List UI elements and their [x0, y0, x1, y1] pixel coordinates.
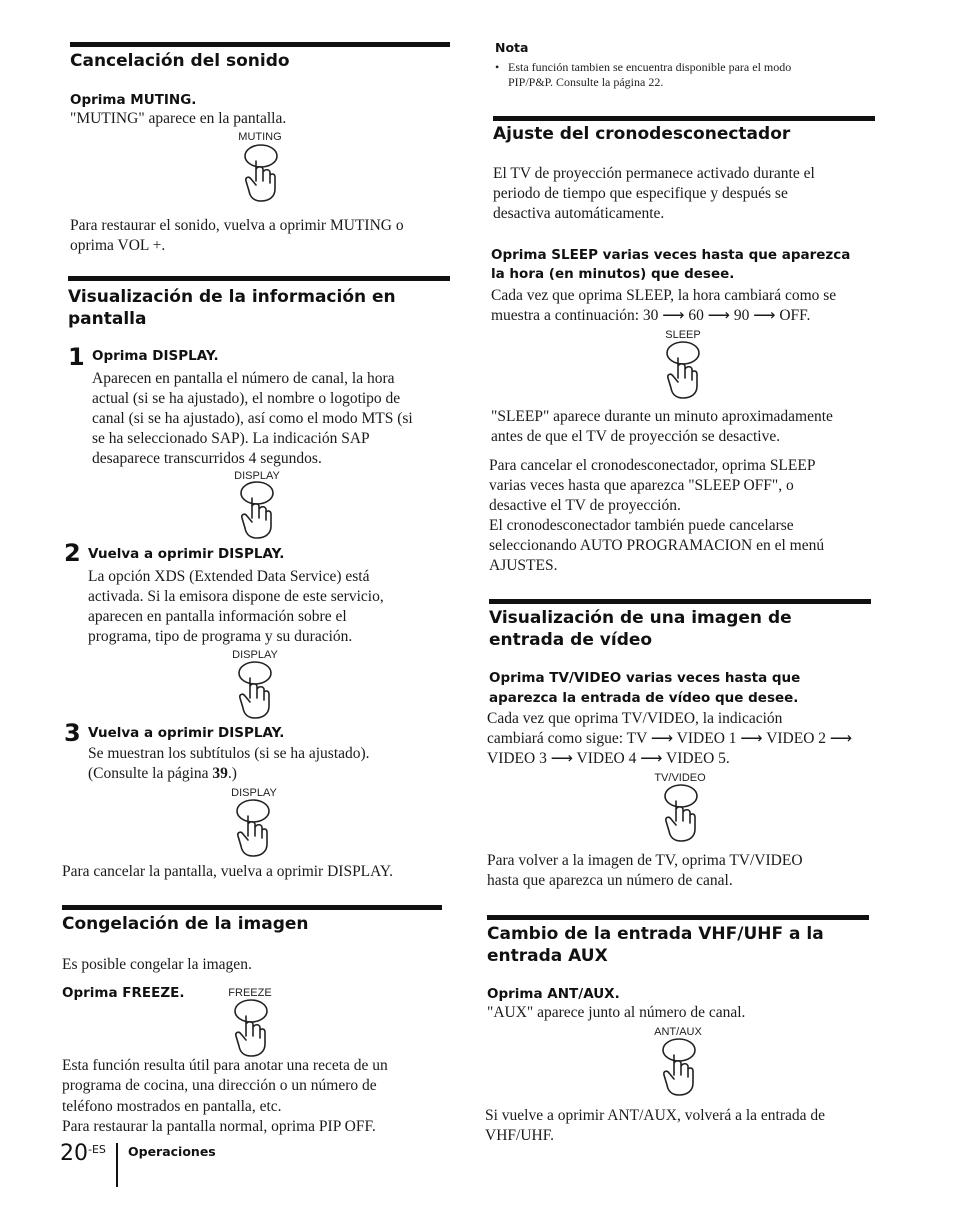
- hand-press-icon: [228, 798, 278, 858]
- sleep-instruction-line-2: la hora (en minutos) que desee.: [491, 266, 735, 282]
- step-2-line: activada. Si la emisora dispone de este servicio,: [88, 588, 384, 605]
- page-number-value: 20: [60, 1141, 88, 1166]
- step-number-3: 3: [64, 719, 81, 747]
- ant-aux-button-label: ANT/AUX: [654, 1026, 702, 1038]
- step-1-line: canal (si se ha ajustado), así como el modo MTS (si: [92, 410, 413, 427]
- antaux-desc: "AUX" aparece junto al número de canal.: [487, 1004, 746, 1021]
- display-cancel: Para cancelar la pantalla, vuelva a oprimir DISPLAY.: [62, 863, 393, 880]
- note-title: Nota: [495, 40, 529, 55]
- sleep-cancel-line: varias veces hasta que aparezca "SLEEP OFF", o: [489, 477, 794, 494]
- freeze-instruction: Oprima FREEZE.: [62, 985, 185, 1001]
- section-rule: [62, 905, 442, 910]
- section-rule: [489, 599, 871, 604]
- page-number: [60, 1141, 106, 1166]
- sleep-instruction-line-1: Oprima SLEEP varias veces hasta que aparezca: [491, 247, 851, 263]
- sleep-intro-line: desactiva automáticamente.: [493, 205, 665, 222]
- hand-press-icon: [654, 1037, 704, 1097]
- freeze-intro: Es posible congelar la imagen.: [62, 956, 252, 973]
- step-number-1: 1: [68, 343, 85, 371]
- section-rule: [493, 116, 875, 121]
- display-title-line-2: pantalla: [68, 309, 147, 329]
- note-line-1: Esta función tambien se encuentra disponible para el modo: [508, 60, 792, 74]
- footer-divider: [116, 1143, 118, 1187]
- sleep-cancel-line: AJUSTES.: [489, 557, 558, 574]
- sleep-cancel-line: desactive el TV de proyección.: [489, 497, 681, 514]
- step-2-line: aparecen en pantalla información sobre el: [88, 608, 347, 625]
- sleep-after-line: "SLEEP" aparece durante un minuto aproximadamente: [491, 408, 833, 425]
- hand-press-icon: [230, 660, 280, 720]
- sleep-cancel-line: Para cancelar el cronodesconectador, oprima SLEEP: [489, 457, 816, 474]
- note-bullet: •: [495, 60, 500, 74]
- sleep-cancel-line: El cronodesconectador también puede cancelarse: [489, 517, 794, 534]
- step-3-line-2-post: .): [227, 765, 237, 782]
- display-button-label: DISPLAY: [232, 649, 278, 661]
- antaux-after-line: VHF/UHF.: [485, 1127, 554, 1144]
- antaux-title-line-2: entrada AUX: [487, 946, 608, 966]
- tv-video-button-label: TV/VIDEO: [654, 772, 706, 784]
- antaux-after-line: Si vuelve a oprimir ANT/AUX, volverá a la entrada de: [485, 1107, 826, 1124]
- video-desc-line: cambiará como sigue: TV ⟶ VIDEO 1 ⟶ VIDEO 2 ⟶: [487, 730, 853, 747]
- footer-section: Operaciones: [128, 1144, 216, 1159]
- freeze-line: Para restaurar la pantalla normal, oprima PIP OFF.: [62, 1118, 376, 1135]
- antaux-instruction: Oprima ANT/AUX.: [487, 986, 620, 1002]
- sleep-cancel-line: seleccionando AUTO PROGRAMACION en el menú: [489, 537, 825, 554]
- step-2-label: Vuelva a oprimir DISPLAY.: [88, 546, 285, 562]
- video-after-line: Para volver a la imagen de TV, oprima TV/VIDEO: [487, 852, 803, 869]
- section-rule: [68, 276, 450, 281]
- freeze-line: programa de cocina, una dirección o un número de: [62, 1077, 377, 1094]
- muting-instruction: Oprima MUTING.: [70, 92, 197, 108]
- step-2-line: La opción XDS (Extended Data Service) está: [88, 568, 370, 585]
- step-2-line: programa, tipo de programa y su duración.: [88, 628, 353, 645]
- muting-title: Cancelación del sonido: [70, 51, 290, 71]
- antaux-title-line-1: Cambio de la entrada VHF/UHF a la: [487, 924, 824, 944]
- sleep-desc-line-1: Cada vez que oprima SLEEP, la hora cambiará como se: [491, 287, 837, 304]
- sleep-desc-line-2: muestra a continuación: 30 ⟶ 60 ⟶ 90 ⟶ OFF.: [491, 307, 811, 324]
- muting-button-label: MUTING: [238, 131, 282, 143]
- hand-press-icon: [656, 783, 706, 843]
- step-1-line: desaparece transcurridos 4 segundos.: [92, 450, 322, 467]
- hand-press-icon: [658, 340, 708, 400]
- video-instruction-line-1: Oprima TV/VIDEO varias veces hasta que: [489, 670, 801, 686]
- hand-press-icon: [236, 143, 286, 203]
- muting-restore-line-1: Para restaurar el sonido, vuelva a oprimir MUTING o: [70, 217, 404, 234]
- video-after-line: hasta que aparezca un número de canal.: [487, 872, 733, 889]
- video-desc-line: Cada vez que oprima TV/VIDEO, la indicación: [487, 710, 783, 727]
- hand-press-icon: [232, 480, 282, 540]
- hand-press-icon: [226, 998, 276, 1058]
- page-number-suffix: -ES: [88, 1143, 106, 1156]
- video-instruction-line-2: aparezca la entrada de vídeo que desee.: [489, 690, 799, 706]
- muting-restore-line-2: oprima VOL +.: [70, 237, 166, 254]
- sleep-title: Ajuste del cronodesconectador: [493, 124, 791, 144]
- step-3-line-2-pre: (Consulte la página: [88, 765, 213, 782]
- step-1-line: se ha seleccionado SAP). La indicación SAP: [92, 430, 370, 447]
- video-title-line-2: entrada de vídeo: [489, 630, 653, 650]
- display-button-label: DISPLAY: [234, 470, 280, 482]
- freeze-button-label: FREEZE: [228, 987, 272, 999]
- step-3-page-ref: 39: [212, 765, 228, 782]
- display-title-line-1: Visualización de la información en: [68, 287, 396, 307]
- step-1-line: Aparecen en pantalla el número de canal, la hora: [92, 370, 395, 387]
- step-1-line: actual (si se ha ajustado), el nombre o logotipo de: [92, 390, 401, 407]
- muting-desc: "MUTING" aparece en la pantalla.: [70, 110, 287, 127]
- step-1-label: Oprima DISPLAY.: [92, 348, 219, 364]
- video-title-line-1: Visualización de una imagen de: [489, 608, 792, 628]
- note-line-2: PIP/P&P. Consulte la página 22.: [508, 75, 664, 89]
- display-button-label: DISPLAY: [231, 787, 277, 799]
- sleep-after-line: antes de que el TV de proyección se desactive.: [491, 428, 781, 445]
- freeze-line: Esta función resulta útil para anotar una receta de un: [62, 1057, 388, 1074]
- step-3-line-1: Se muestran los subtítulos (si se ha ajustado).: [88, 745, 370, 762]
- freeze-title: Congelación de la imagen: [62, 914, 309, 934]
- step-3-line-2: [88, 764, 237, 785]
- step-3-label: Vuelva a oprimir DISPLAY.: [88, 725, 285, 741]
- section-rule: [70, 42, 450, 47]
- sleep-button-label: SLEEP: [665, 329, 701, 341]
- sleep-intro-line: periodo de tiempo que especifique y después se: [493, 185, 788, 202]
- freeze-line: teléfono mostrados en pantalla, etc.: [62, 1098, 282, 1115]
- section-rule: [487, 915, 869, 920]
- video-desc-line: VIDEO 3 ⟶ VIDEO 4 ⟶ VIDEO 5.: [487, 750, 730, 767]
- step-number-2: 2: [64, 539, 81, 567]
- sleep-intro-line: El TV de proyección permanece activado durante el: [493, 165, 815, 182]
